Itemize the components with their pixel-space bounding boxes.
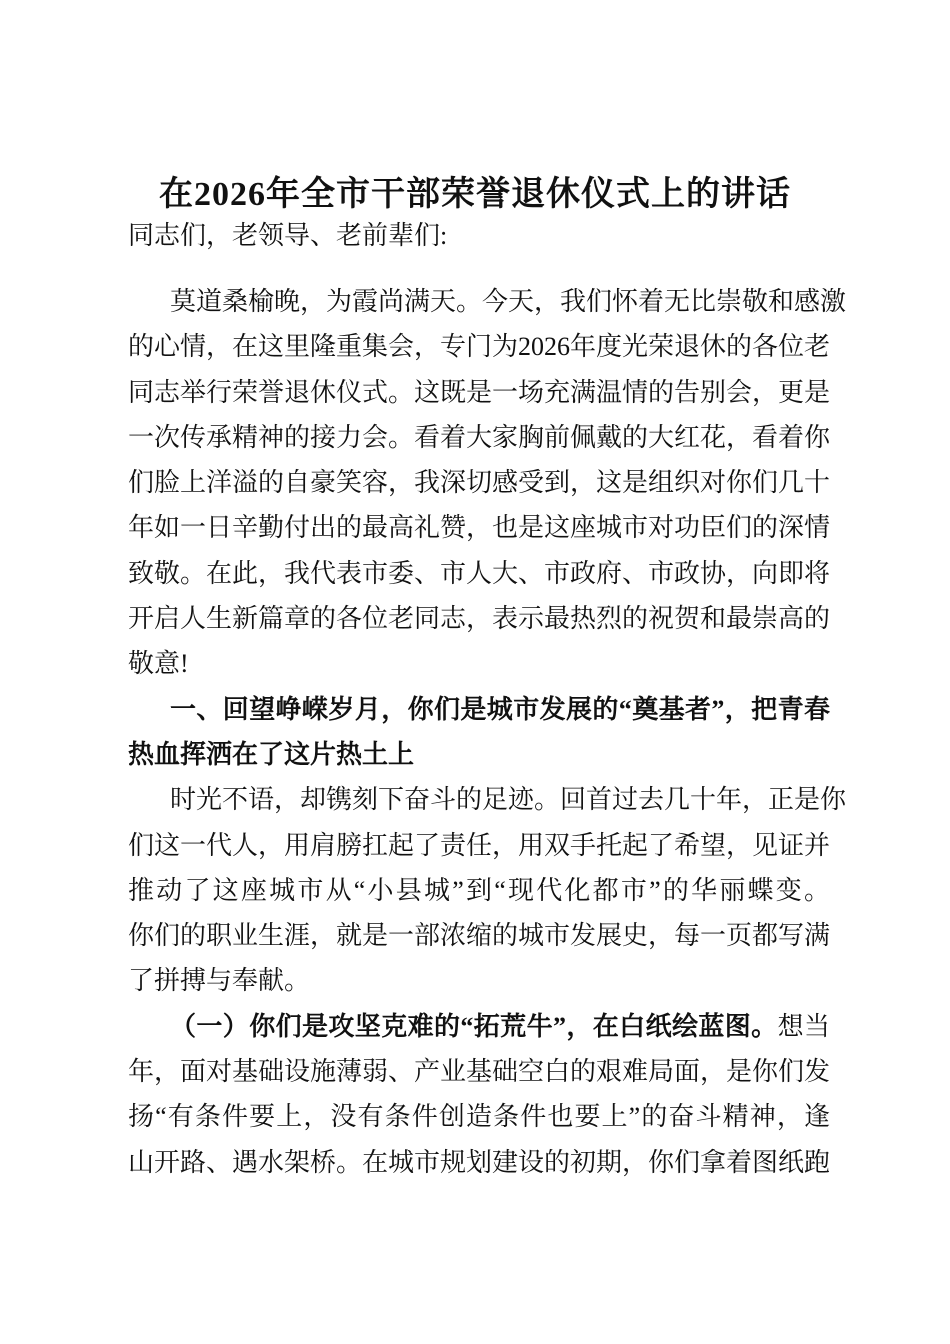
text-line: 年如一日辛勤付出的最高礼赞，也是这座城市对功臣们的深情	[128, 513, 831, 543]
text-line: 莫道桑榆晚，为霞尚满天。今天，我们怀着无比崇敬和感激	[170, 287, 847, 316]
text-line: 推动了这座城市从“小县城”到“现代化都市”的华丽蝶变。	[128, 875, 830, 905]
heading-line: 一、回望峥嵘岁月，你们是城市发展的“奠基者”，把青春	[170, 694, 830, 724]
text-line: 同志举行荣誉退休仪式。这既是一场充满温情的告别会，更是	[128, 377, 831, 407]
heading-line: 热血挥洒在了这片热土上	[128, 739, 415, 769]
text-line	[128, 1004, 830, 1049]
text-line: 了拼搏与奉献。	[128, 966, 311, 996]
text-line: 们这一代人，用肩膀扛起了责任，用双手托起了希望，见证并	[128, 830, 831, 860]
section-heading-1	[128, 687, 830, 778]
document-title: 在2026年全市干部荣誉退休仪式上的讲话	[159, 176, 791, 213]
paragraph-review	[128, 777, 847, 1003]
text-line: 年，面对基础设施薄弱、产业基础空白的艰难局面，是你们发	[128, 1057, 831, 1087]
text-line: 山开路、遇水架桥。在城市规划建设的初期，你们拿着图纸跑	[128, 1147, 831, 1177]
text-line: 开启人生新篇章的各位老同志，表示最热烈的祝贺和最崇高的	[128, 604, 831, 634]
text-line: 们脸上洋溢的自豪笑容，我深切感受到，这是组织对你们几十	[128, 468, 831, 498]
text-line: 的心情，在这里隆重集会，专门为2026年度光荣退休的各位老	[128, 332, 831, 362]
text-line: 扬“有条件要上，没有条件创造条件也要上”的奋斗精神，逢	[128, 1102, 830, 1132]
text-line: 时光不语，却镌刻下奋斗的足迹。回首过去几十年，正是你	[170, 785, 847, 815]
paragraph-intro	[128, 279, 847, 687]
document-body	[128, 279, 847, 1185]
subheading-lead: （一）你们是攻坚克难的“拓荒牛”，在白纸绘蓝图。	[170, 1011, 778, 1041]
text-run: 想当	[777, 1011, 830, 1041]
text-line: 一次传承精神的接力会。看着大家胸前佩戴的大红花，看着你	[128, 422, 831, 452]
text-line: 敬意!	[128, 649, 189, 679]
text-line: 致敬。在此，我代表市委、市人大、市政府、市政协，向即将	[128, 558, 831, 588]
salutation: 同志们，老领导、老前辈们:	[128, 221, 448, 250]
text-line: 你们的职业生涯，就是一部浓缩的城市发展史，每一页都写满	[128, 921, 831, 951]
paragraph-subsection-1	[128, 1004, 830, 1185]
